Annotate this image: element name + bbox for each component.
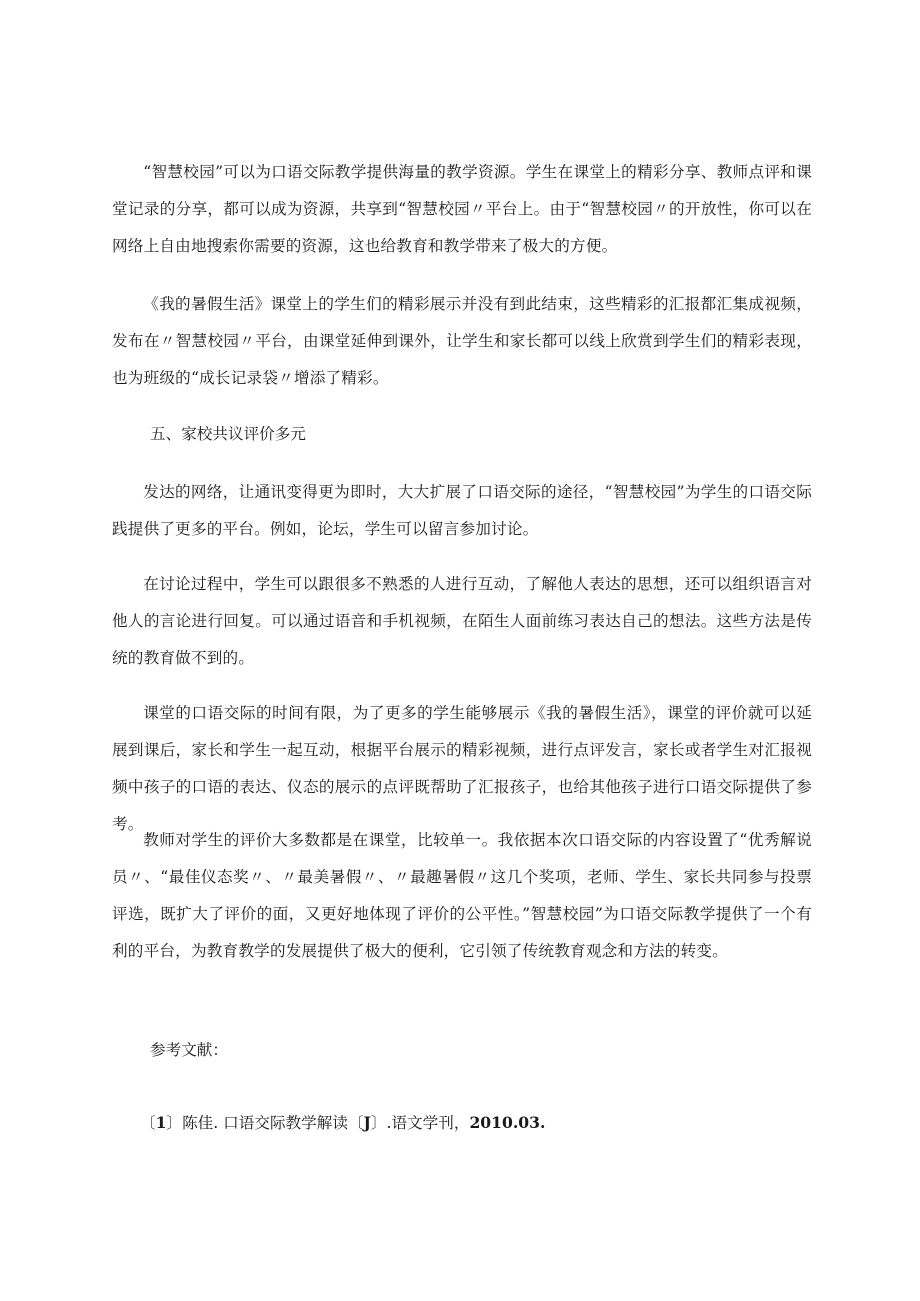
paragraph-summer-life-showcase: 《我的暑假生活》课堂上的学生们的精彩展示并没有到此结束，这些精彩的汇报都汇集成视频，发布在〃智慧校园〃平台，由课堂延伸到课外，让学生和家长都可以线上欣赏到学生们的精彩表现，也为班级的“成长记录袋〃增添了精彩。 (112, 295, 812, 387)
reference-number: 1 (155, 1113, 167, 1132)
reference-open-bracket: 〔 (140, 1114, 156, 1132)
paragraph-after-class-evaluation: 课堂的口语交际的时间有限，为了更多的学生能够展示《我的暑假生活》，课堂的评价就可以延展到课后，家长和学生一起互动，根据平台展示的精彩视频，进行点评发言，家长或者学生对汇报视频中孩子的口语的表达、仪态的展示的点评既帮助了汇报孩子，也给其他孩子进行口语交际提供了参考。 (112, 704, 812, 833)
reference-author-title: 〕陈佳. 口语交际教学解读〔 (166, 1114, 364, 1132)
reference-journal: 〕.语文学刊， (370, 1114, 470, 1132)
paragraph-smart-campus-resources: “智慧校园”可以为口语交际教学提供海量的教学资源。学生在课堂上的精彩分享、教师点评和课堂记录的分享，都可以成为资源，共享到“智慧校园〃平台上。由于“智慧校园〃的开放性，你可以在网络上自由地搜索你需要的资源，这也给教育和教学带来了极大的方便。 (112, 163, 812, 255)
paragraph-teacher-evaluation: 教师对学生的评价大多数都是在课堂，比较单一。我依据本次口语交际的内容设置了“优秀解说员〃、“最佳仪态奖〃、〃最美暑假〃、〃最趣暑假〃这几个奖项，老师、学生、家长共同参与投票评选，既扩大了评价的面，又更好地体现了评价的公平性。”智慧校园”为口语交际教学提供了一个有利的平台，为教育教学的发展提供了极大的便利，它引领了传统教育观念和方法的转变。 (112, 831, 812, 960)
section-heading: 五、家校共议评价多元 (150, 425, 306, 443)
paragraph-discussion-process: 在讨论过程中，学生可以跟很多不熟悉的人进行互动，了解他人表达的思想，还可以组织语言对他人的言论进行回复。可以通过语音和手机视频，在陌生人面前练习表达自己的想法。这些方法是传统的教育做不到的。 (112, 575, 812, 667)
reference-type: J (363, 1113, 371, 1132)
references-title: 参考文献： (150, 1041, 228, 1059)
paragraph-network-communication: 发达的网络，让通讯变得更为即时，大大扩展了口语交际的途径，“智慧校园”为学生的口语交际践提供了更多的平台。例如，论坛，学生可以留言参加讨论。 (112, 483, 812, 538)
reference-date: 2010.03. (469, 1113, 546, 1132)
reference-item (140, 1104, 545, 1142)
